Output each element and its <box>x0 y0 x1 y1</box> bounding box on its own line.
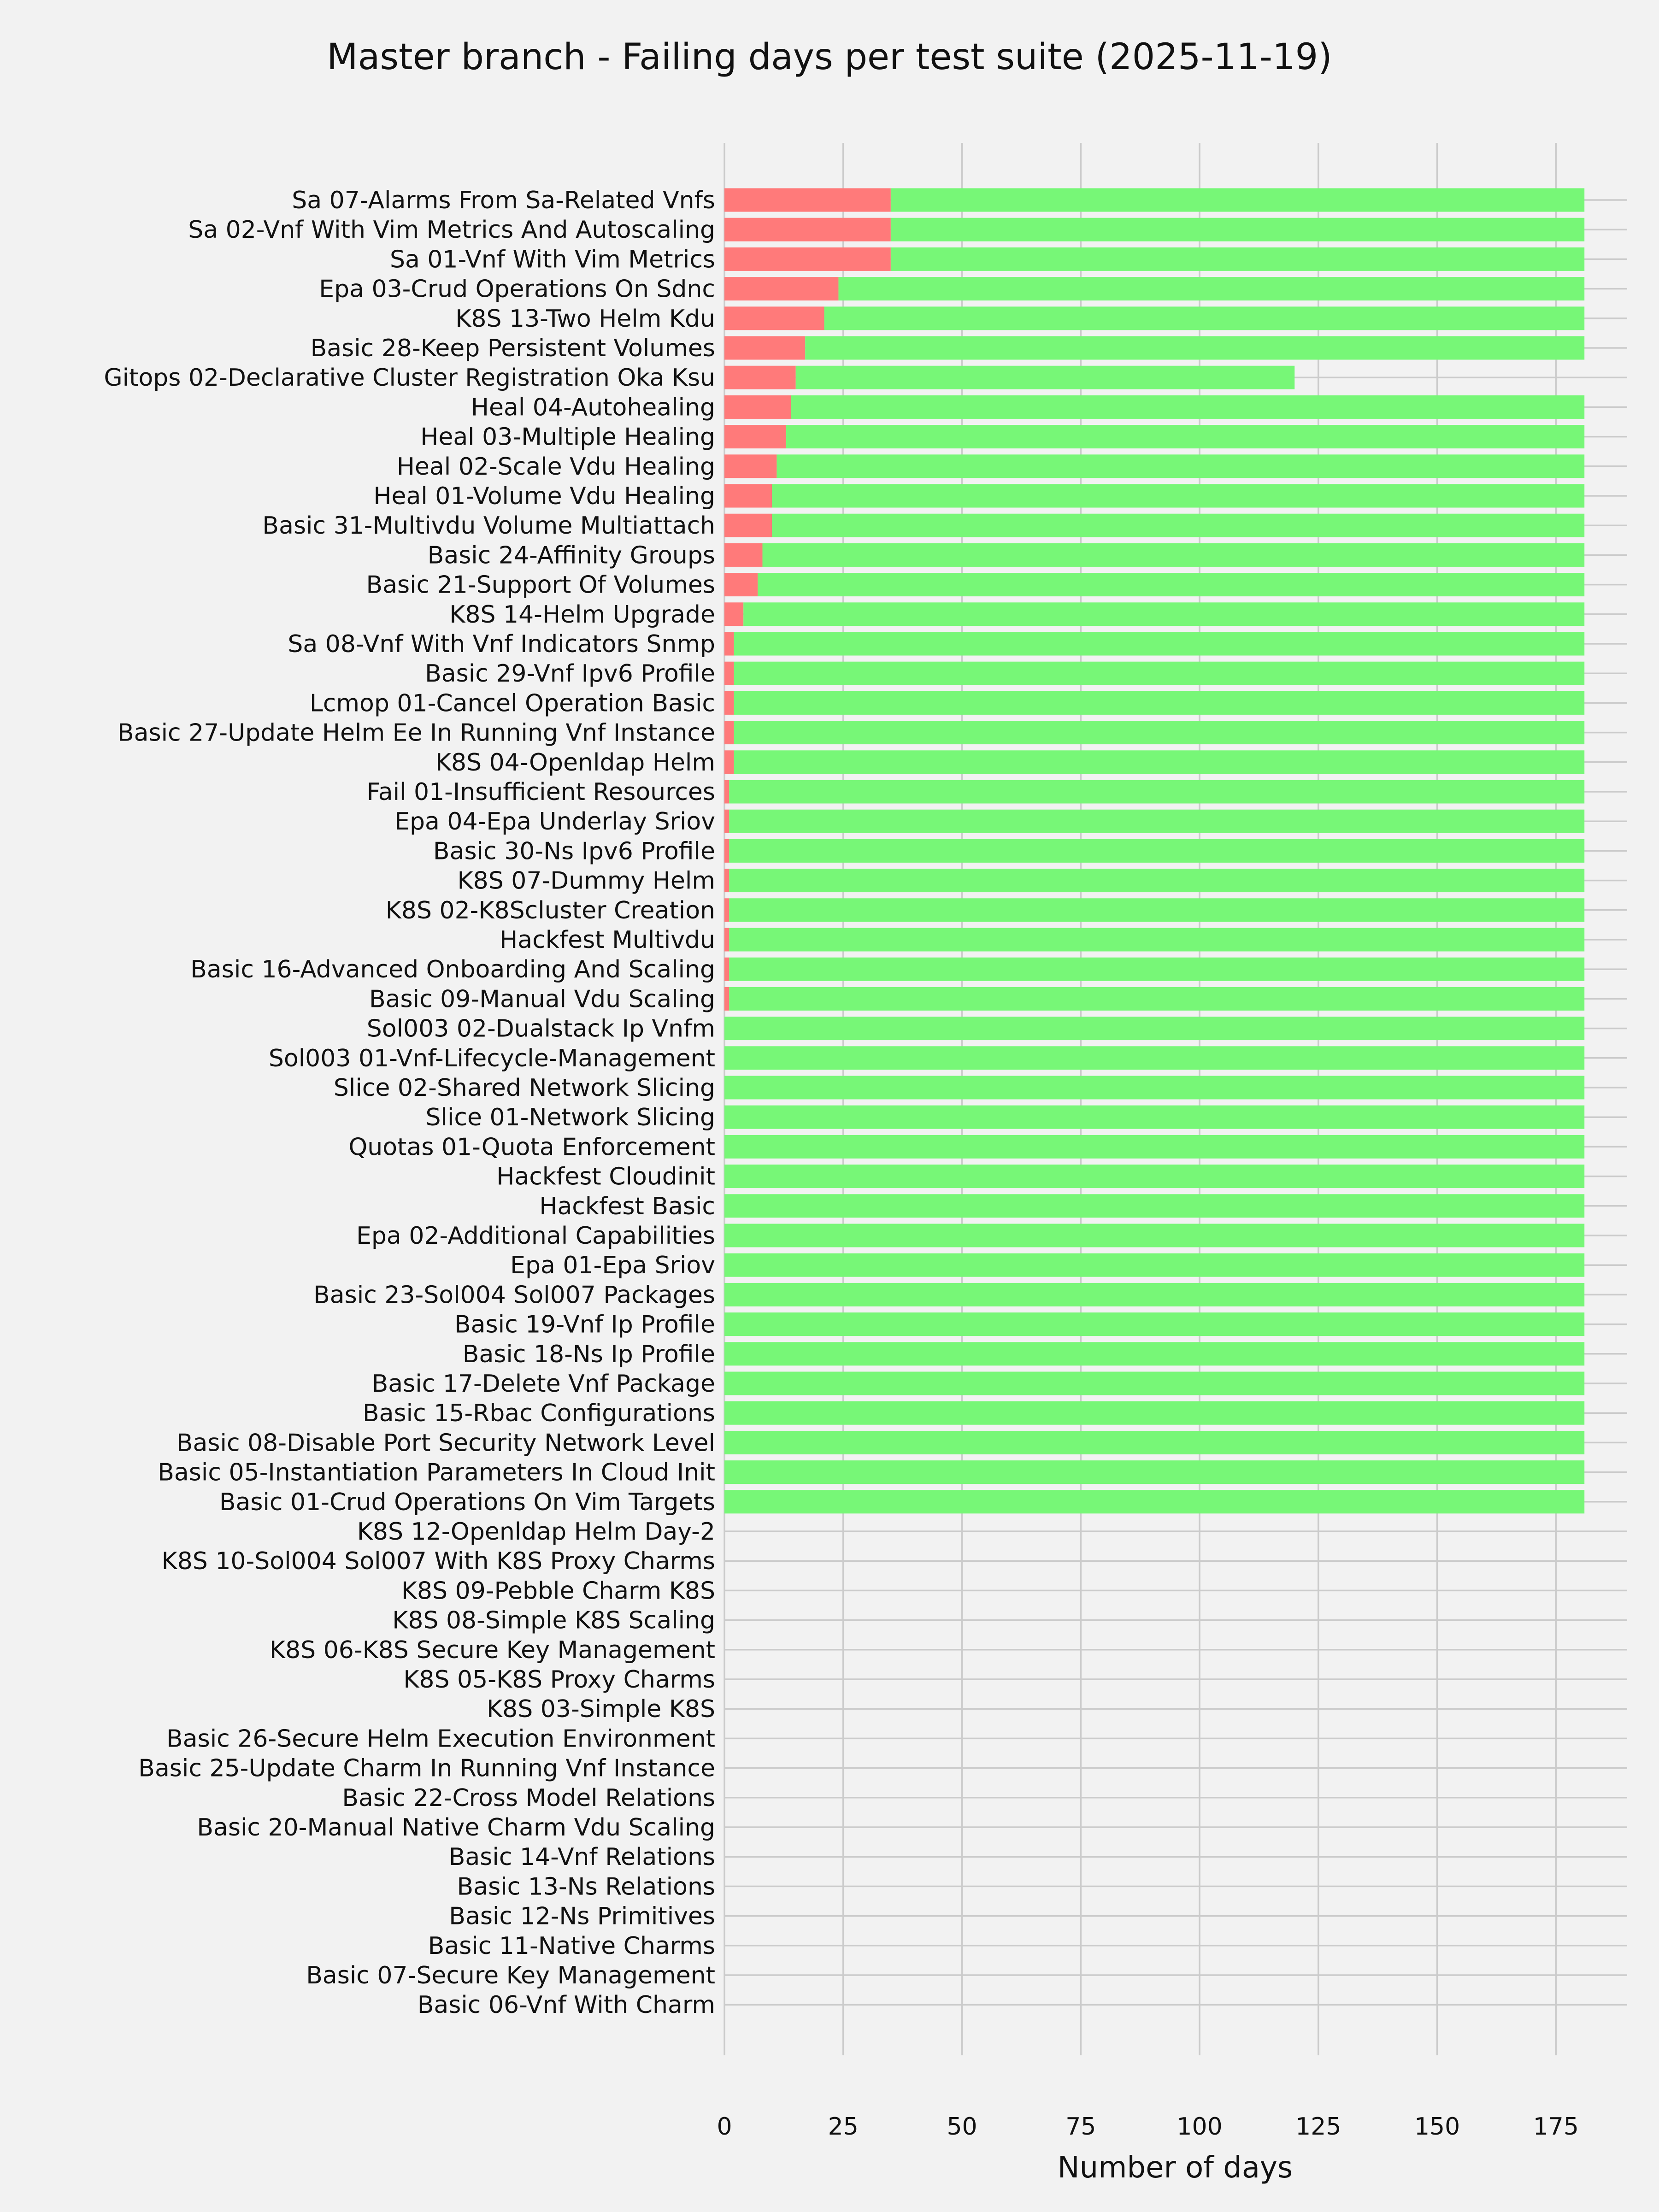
passing-bar <box>724 1224 1584 1247</box>
passing-bar <box>724 1165 1584 1188</box>
failing-bar <box>724 188 891 212</box>
failing-bar <box>724 958 729 981</box>
failing-bar <box>724 543 762 567</box>
y-tick-label: K8S 04-Openldap Helm <box>435 748 715 777</box>
x-tick-label: 100 <box>1177 2113 1223 2141</box>
y-tick-label: K8S 12-Openldap Helm Day-2 <box>357 1518 715 1546</box>
passing-bar <box>729 869 1584 892</box>
y-tick-label: K8S 10-Sol004 Sol007 With K8S Proxy Charms <box>161 1547 715 1576</box>
passing-bar <box>786 425 1584 448</box>
y-tick-label: Basic 20-Manual Native Charm Vdu Scaling <box>197 1814 715 1841</box>
y-tick-label: Basic 12-Ns Primitives <box>449 1902 715 1930</box>
y-tick-label: Basic 06-Vnf With Charm <box>417 1991 715 2019</box>
y-tick-label: Fail 01-Insufficient Resources <box>366 778 715 806</box>
y-tick-label: Basic 27-Update Helm Ee In Running Vnf Instance <box>117 719 715 747</box>
y-tick-label: Sa 02-Vnf With Vim Metrics And Autoscaling <box>188 216 715 244</box>
failing-bar <box>724 632 734 656</box>
x-axis-label: Number of days <box>1057 2151 1293 2185</box>
y-tick-label: Heal 01-Volume Vdu Healing <box>373 482 715 510</box>
y-tick-label: K8S 05-K8S Proxy Charms <box>403 1666 715 1694</box>
passing-bar <box>724 1046 1584 1070</box>
x-tick-label: 125 <box>1295 2113 1341 2141</box>
failing-bar <box>724 810 729 833</box>
failing-bar <box>724 602 743 626</box>
passing-bar <box>724 1312 1584 1336</box>
passing-bar <box>729 898 1584 922</box>
passing-bar <box>772 484 1584 508</box>
passing-bar <box>796 366 1295 389</box>
y-tick-label: K8S 13-Two Helm Kdu <box>455 305 715 333</box>
y-tick-label: Hackfest Basic <box>539 1192 715 1220</box>
passing-bar <box>734 662 1585 685</box>
y-tick-label: Basic 16-Advanced Onboarding And Scaling <box>190 956 715 984</box>
y-tick-label: K8S 03-Simple K8S <box>487 1695 715 1724</box>
x-tick-label: 25 <box>828 2113 859 2141</box>
y-tick-label: Basic 23-Sol004 Sol007 Packages <box>313 1281 715 1309</box>
y-tick-label: Basic 17-Delete Vnf Package <box>371 1370 715 1398</box>
y-tick-label: Basic 07-Secure Key Management <box>306 1962 715 1989</box>
y-tick-label: Basic 24-Affinity Groups <box>427 541 715 570</box>
failing-bar <box>724 691 734 715</box>
passing-bar <box>891 218 1584 241</box>
failing-bar <box>724 425 786 448</box>
y-tick-label: Epa 04-Epa Underlay Sriov <box>394 808 715 836</box>
passing-bar <box>729 987 1584 1011</box>
y-tick-label: K8S 08-Simple K8S Scaling <box>392 1606 715 1635</box>
y-tick-label: Quotas 01-Quota Enforcement <box>348 1133 715 1161</box>
passing-bar <box>724 1253 1584 1277</box>
y-tick-label: Basic 21-Support Of Volumes <box>366 571 715 599</box>
x-tick-label: 50 <box>947 2113 977 2141</box>
failing-bar <box>724 573 758 596</box>
y-tick-label: Gitops 02-Declarative Cluster Registration Oka Ksu <box>104 364 715 392</box>
failing-bar <box>724 839 729 863</box>
failing-bar <box>724 454 777 478</box>
y-tick-label: Basic 05-Instantiation Parameters In Cloud Init <box>158 1459 715 1487</box>
y-tick-label: Basic 11-Native Charms <box>428 1932 715 1960</box>
y-tick-label: Basic 08-Disable Port Security Network Level <box>176 1429 715 1457</box>
x-tick-label: 175 <box>1533 2113 1579 2141</box>
y-tick-label: Slice 02-Shared Network Slicing <box>333 1074 715 1102</box>
y-tick-label: Basic 13-Ns Relations <box>457 1873 715 1901</box>
passing-bar <box>734 750 1585 774</box>
passing-bar <box>891 188 1584 212</box>
passing-bar <box>724 1342 1584 1365</box>
passing-bar <box>734 721 1585 744</box>
failing-bar <box>724 721 734 744</box>
passing-bar <box>729 958 1584 981</box>
failing-bar <box>724 218 891 241</box>
y-tick-label: K8S 09-Pebble Charm K8S <box>401 1577 715 1605</box>
y-tick-label: Basic 25-Update Charm In Running Vnf Instance <box>138 1754 715 1783</box>
y-tick-label: Basic 31-Multivdu Volume Multiattach <box>262 512 715 540</box>
passing-bar <box>772 514 1584 537</box>
failing-bar <box>724 306 824 330</box>
passing-bar <box>724 1372 1584 1395</box>
y-tick-label: Basic 15-Rbac Configurations <box>363 1400 715 1428</box>
y-tick-label: Basic 26-Secure Helm Execution Environment <box>166 1725 715 1753</box>
y-tick-label: Heal 04-Autohealing <box>471 394 715 422</box>
failing-bar <box>724 484 772 508</box>
passing-bar <box>758 573 1584 596</box>
y-tick-labels <box>104 187 715 2019</box>
failing-bar <box>724 277 838 300</box>
failing-bar <box>724 247 891 271</box>
y-tick-label: Slice 01-Network Slicing <box>425 1104 715 1132</box>
passing-bar <box>805 336 1584 360</box>
failing-bar <box>724 750 734 774</box>
x-tick-label: 150 <box>1414 2113 1460 2141</box>
failing-bar <box>724 336 805 360</box>
failing-bar <box>724 514 772 537</box>
passing-bar <box>743 602 1584 626</box>
y-tick-label: Epa 02-Additional Capabilities <box>356 1222 715 1250</box>
y-tick-label: Heal 03-Multiple Healing <box>420 423 715 451</box>
passing-bar <box>724 1135 1584 1159</box>
passing-bar <box>724 1076 1584 1100</box>
y-tick-label: Basic 22-Cross Model Relations <box>342 1784 715 1812</box>
passing-bar <box>777 454 1584 478</box>
x-tick-label: 75 <box>1065 2113 1096 2141</box>
y-tick-label: Epa 01-Epa Sriov <box>510 1252 715 1280</box>
passing-bar <box>724 1431 1584 1454</box>
y-tick-label: Basic 29-Vnf Ipv6 Profile <box>425 660 715 688</box>
y-tick-label: K8S 06-K8S Secure Key Management <box>269 1636 715 1664</box>
failing-bar <box>724 987 729 1011</box>
y-tick-label: Basic 30-Ns Ipv6 Profile <box>433 837 715 865</box>
passing-bar <box>724 1283 1584 1306</box>
bars <box>724 188 1584 1514</box>
y-tick-label: Lcmop 01-Cancel Operation Basic <box>309 689 715 718</box>
failing-bar <box>724 662 734 685</box>
y-tick-label: Sa 07-Alarms From Sa-Related Vnfs <box>292 187 715 214</box>
failing-bar <box>724 366 796 389</box>
y-tick-label: Basic 28-Keep Persistent Volumes <box>310 335 715 362</box>
y-tick-label: K8S 07-Dummy Helm <box>457 867 715 895</box>
y-tick-label: Sol003 02-Dualstack Ip Vnfm <box>366 1015 715 1043</box>
passing-bar <box>729 928 1584 952</box>
failing-bar <box>724 395 791 419</box>
chart-title: Master branch - Failing days per test suite (2025-11-19) <box>327 36 1332 78</box>
y-tick-label: K8S 02-K8Scluster Creation <box>385 896 715 924</box>
passing-bar <box>791 395 1584 419</box>
x-tick-labels <box>717 2113 1579 2141</box>
failing-bar <box>724 780 729 804</box>
passing-bar <box>724 1106 1584 1129</box>
passing-bar <box>724 1194 1584 1218</box>
y-tick-label: Basic 18-Ns Ip Profile <box>462 1340 715 1368</box>
passing-bar <box>724 1017 1584 1040</box>
y-tick-label: Basic 01-Crud Operations On Vim Targets <box>219 1488 715 1516</box>
failing-bar <box>724 869 729 892</box>
passing-bar <box>729 839 1584 863</box>
passing-bar <box>729 810 1584 833</box>
y-tick-label: Basic 09-Manual Vdu Scaling <box>369 985 715 1013</box>
y-tick-label: Sa 08-Vnf With Vnf Indicators Snmp <box>288 630 715 658</box>
y-tick-label: Epa 03-Crud Operations On Sdnc <box>319 275 715 303</box>
passing-bar <box>824 306 1585 330</box>
failing-bar <box>724 898 729 922</box>
y-tick-label: Basic 14-Vnf Relations <box>448 1843 715 1871</box>
y-tick-label: Basic 19-Vnf Ip Profile <box>454 1311 715 1339</box>
failing-bar <box>724 928 729 952</box>
passing-bar <box>729 780 1584 804</box>
passing-bar <box>734 691 1585 715</box>
x-tick-label: 0 <box>717 2113 732 2141</box>
passing-bar <box>724 1460 1584 1484</box>
y-tick-label: K8S 14-Helm Upgrade <box>449 600 715 629</box>
passing-bar <box>762 543 1584 567</box>
passing-bar <box>891 247 1584 271</box>
passing-bar <box>838 277 1584 300</box>
passing-bar <box>724 1401 1584 1425</box>
y-tick-label: Sa 01-Vnf With Vim Metrics <box>389 246 715 274</box>
passing-bar <box>724 1490 1584 1513</box>
y-tick-label: Heal 02-Scale Vdu Healing <box>396 453 715 481</box>
y-tick-label: Hackfest Multivdu <box>500 926 715 954</box>
y-tick-label: Sol003 01-Vnf-Lifecycle-Management <box>268 1044 715 1072</box>
passing-bar <box>734 632 1585 656</box>
y-tick-label: Hackfest Cloudinit <box>496 1163 715 1191</box>
